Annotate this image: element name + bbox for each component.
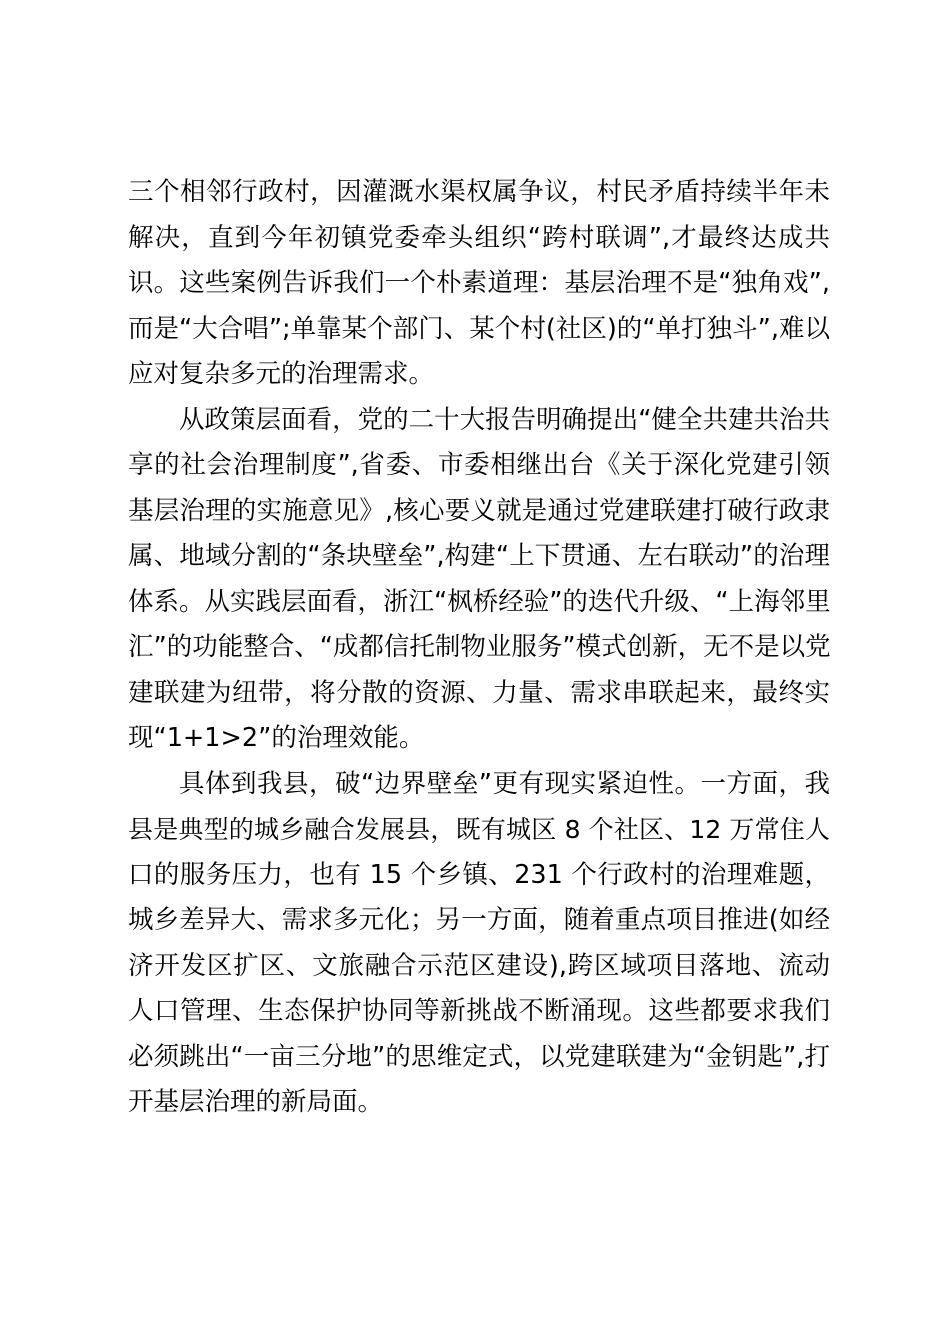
text-line: 城乡差异大、需求多元化；另一方面，随着重点项目推进(如经 (128, 905, 830, 935)
text-line: 而是“大合唱”;单靠某个部门、某个村(社区)的“单打独斗”,难以 (128, 313, 830, 344)
text-line: 识。这些案例告诉我们一个朴素道理：基层治理不是“独角戏”, (128, 268, 830, 298)
paragraph-3 (128, 762, 830, 1126)
paragraph-1 (128, 170, 830, 398)
text-line: 开基层治理的新局面。 (128, 1087, 384, 1117)
text-line: 三个相邻行政村，因灌溉水渠权属争议，村民矛盾持续半年未 (128, 177, 830, 207)
text-line: 汇”的功能整合、“成都信托制物业服务”模式创新，无不是以党 (128, 632, 831, 662)
paragraph-2 (128, 398, 830, 762)
text-line: 口的服务压力，也有 15 个乡镇、231 个行政村的治理难题， (128, 859, 830, 890)
text-line: 从政策层面看，党的二十大报告明确提出“健全共建共治共 (179, 404, 830, 435)
text-line: 人口管理、生态保护协同等新挑战不断涌现。这些都要求我们 (128, 996, 830, 1026)
text-line: 济开发区扩区、文旅融合示范区建设),跨区域项目落地、流动 (128, 950, 830, 981)
text-line: 建联建为纽带，将分散的资源、力量、需求串联起来，最终实 (128, 677, 830, 708)
text-line: 应对复杂多元的治理需求。 (128, 359, 435, 389)
text-line: 具体到我县，破“边界壁垒”更有现实紧迫性。一方面，我 (179, 768, 830, 799)
text-line: 县是典型的城乡融合发展县，既有城区 8 个社区、12 万常住人 (128, 815, 830, 844)
text-line: 享的社会治理制度”,省委、市委相继出台《关于深化党建引领 (128, 450, 830, 480)
text-line: 基层治理的实施意见》,核心要义就是通过党建联建打破行政隶 (128, 495, 830, 526)
text-line: 现“1+1>2”的治理效能。 (128, 723, 425, 753)
text-line: 必须跳出“一亩三分地”的思维定式，以党建联建为“金钥匙”,打 (128, 1041, 830, 1072)
document-body (128, 170, 830, 1126)
text-line: 解决，直到今年初镇党委牵头组织“跨村联调”,才最终达成共 (128, 222, 830, 253)
text-line: 属、地域分割的“条块壁垒”,构建“上下贯通、左右联动”的治理 (128, 541, 830, 571)
text-line: 体系。从实践层面看，浙江“枫桥经验”的迭代升级、“上海邻里 (128, 586, 831, 617)
